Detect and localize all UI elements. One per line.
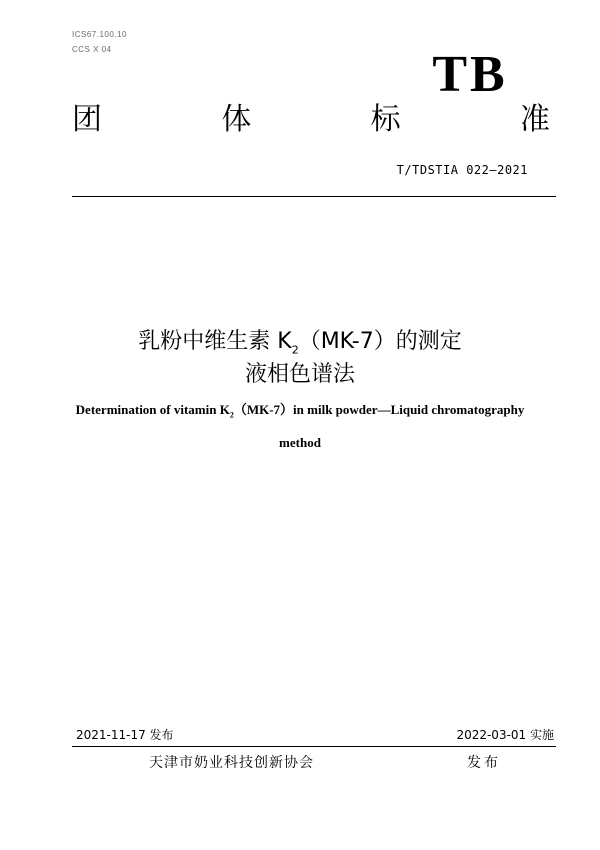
issuer-name: 天津市奶业科技创新协会 [149, 755, 314, 771]
ccs-code: CCS X 04 [72, 45, 112, 54]
chinese-title-text: 乳粉中维生素 K [138, 329, 292, 354]
issue-label: 发布 [467, 755, 501, 771]
ics-code: ICS67.100.10 [72, 30, 127, 39]
standard-type-char: 体 [221, 102, 252, 137]
standard-type-char: 准 [519, 102, 550, 137]
tb-logo: TB [432, 46, 508, 103]
subscript: 2 [229, 410, 234, 420]
publish-date: 2021-11-17 发布 [76, 728, 174, 742]
standard-number: T/TDSTIA 022—2021 [396, 163, 528, 177]
english-title-line2: method [279, 435, 321, 450]
standard-type-char: 标 [370, 102, 401, 137]
bottom-divider [72, 746, 556, 747]
english-title-text: Determination of vitamin K [75, 402, 230, 417]
implement-date: 2022-03-01 实施 [456, 728, 554, 742]
english-title-text: （MK-7）in milk powder—Liquid chromatography [233, 402, 525, 417]
standard-type-char: 团 [72, 102, 102, 137]
chinese-title-text: （MK-7）的测定 [298, 329, 462, 354]
subscript: 2 [291, 343, 299, 357]
standard-type-title [72, 100, 550, 140]
english-title-line1 [0, 401, 600, 425]
top-divider [72, 196, 556, 197]
chinese-title-line2: 液相色谱法 [244, 362, 355, 387]
